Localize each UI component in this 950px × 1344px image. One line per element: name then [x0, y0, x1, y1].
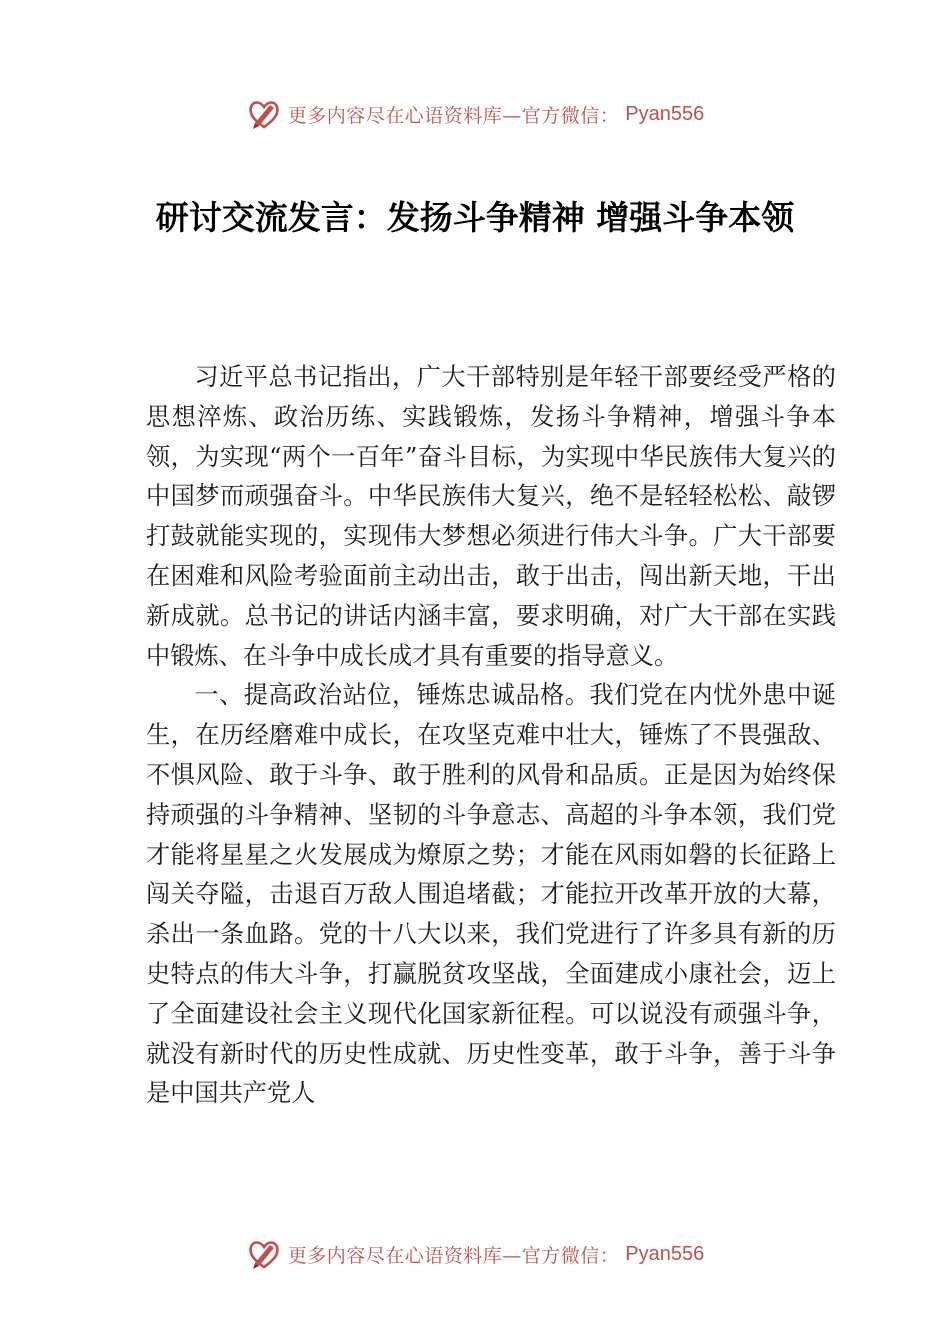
document-body	[146, 358, 836, 1114]
watermark-wechat-id: Pyan556	[625, 102, 705, 125]
watermark-wechat-id: Pyan556	[625, 1242, 705, 1265]
watermark-text: 更多内容尽在心语资料库—官方微信：	[287, 104, 620, 127]
pen-heart-logo-icon	[246, 96, 282, 132]
watermark-banner-bottom	[0, 1234, 950, 1274]
pen-heart-logo-icon	[246, 1236, 282, 1272]
paragraph-section-one: 一、提高政治站位，锤炼忠诚品格。我们党在内忧外患中诞生，在历经磨难中成长，在攻坚克难中壮大，锤炼了不畏强敌、不惧风险、敢于斗争、敢于胜利的风骨和品质。正是因为始终保持顽强的斗争精神、坚韧的斗争意志、高超的斗争本领，我们党才能将星星之火发展成为燎原之势；才能在风雨如磐的长征路上闯关夺隘，击退百万敌人围追堵截；才能拉开改革开放的大幕，杀出一条血路。党的十八大以来，我们党进行了许多具有新的历史特点的伟大斗争，打赢脱贫攻坚战，全面建成小康社会，迈上了全面建设社会主义现代化国家新征程。可以说没有顽强斗争，就没有新时代的历史性成就、历史性变革，敢于斗争，善于斗争是中国共产党人	[146, 681, 836, 1108]
watermark-banner-top	[0, 94, 950, 134]
watermark-text: 更多内容尽在心语资料库—官方微信：	[287, 1244, 620, 1267]
paragraph-intro: 习近平总书记指出，广大干部特别是年轻干部要经受严格的思想淬炼、政治历练、实践锻炼，发扬斗争精神，增强斗争本领，为实现“两个一百年”奋斗目标，为实现中华民族伟大复兴的中国梦而顽强奋斗。中华民族伟大复兴，绝不是轻轻松松、敲锣打鼓就能实现的，实现伟大梦想必须进行伟大斗争。广大干部要在困难和风险考验面前主动出击，敢于出击，闯出新天地，干出新成就。总书记的讲话内涵丰富，要求明确，对广大干部在实践中锻炼、在斗争中成长成才具有重要的指导意义。	[146, 363, 836, 670]
document-title: 研讨交流发言：发扬斗争精神 增强斗争本领	[155, 198, 795, 237]
